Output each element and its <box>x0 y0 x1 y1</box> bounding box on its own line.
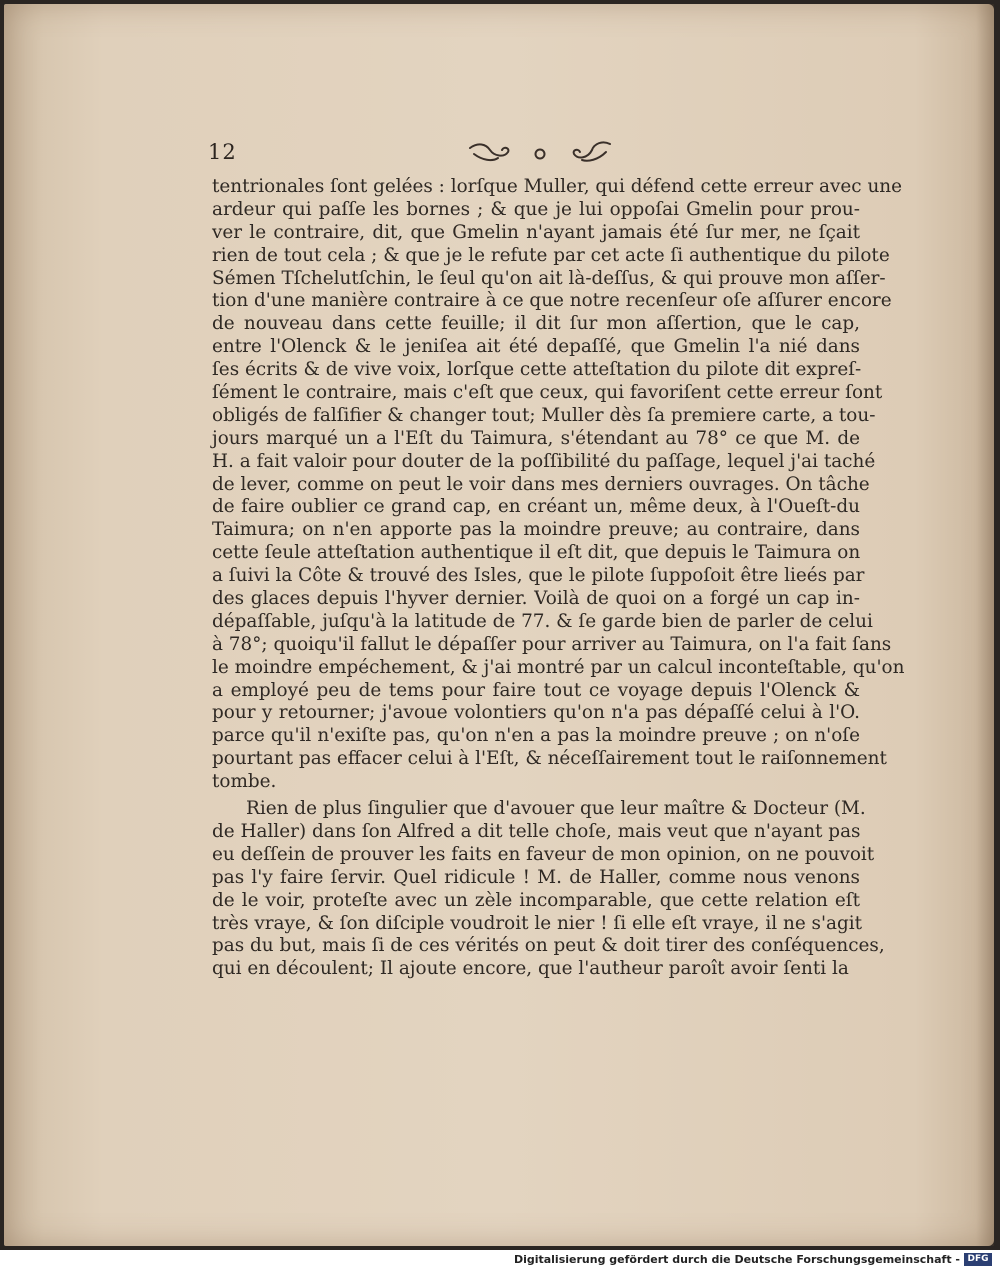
text-line: pas l'y faire ſervir. Quel ridicule ! M. de Haller, comme nous venons <box>212 866 860 888</box>
text-line: eu deſſein de prouver les faits en faveur de mon opinion, on ne pouvoit <box>212 843 875 865</box>
text-line: de nouveau dans cette feuille; il dit ſur mon aſſertion, que le cap, <box>212 313 860 335</box>
paragraph-1 <box>212 176 905 794</box>
text-line: tombe. <box>212 771 277 793</box>
text-line: dépaſſable, juſqu'à la latitude de 77. & ſe garde bien de parler de celui <box>212 610 873 632</box>
text-line: ardeur qui paſſe les bornes ; & que je lui oppoſai Gmelin pour prou- <box>212 198 860 220</box>
text-line: à 78°; quoiqu'il fallut le dépaſſer pour arriver au Taimura, on l'a fait ſans <box>212 633 892 655</box>
text-line: de le voir, proteſte avec un zèle incomparable, que cette relation eſt <box>212 889 860 911</box>
text-line: ſes écrits & de vive voix, lorſque cette atteſtation du pilote dit expreſ- <box>212 359 862 381</box>
text-line: pour y retourner; j'avoue volontiers qu'on n'a pas dépaſſé celui à l'O. <box>212 702 860 724</box>
text-line: cette ſeule atteſtation authentique il eſt dit, que depuis le Taimura on <box>212 542 861 564</box>
text-line: ver le contraire, dit, que Gmelin n'ayant jamais été ſur mer, ne ſçait <box>212 221 860 243</box>
text-line: ſément le contraire, mais c'eſt que ceux, qui favoriſent cette erreur ſont <box>212 382 883 404</box>
footer-bar <box>0 1250 1000 1270</box>
text-line: Taimura; on n'en apporte pas la moindre preuve; au contraire, dans <box>212 519 860 541</box>
text-line: pas du but, mais ſi de ces vérités on peut & doit tirer des conſéquences, <box>212 935 885 957</box>
text-line: de faire oublier ce grand cap, en créant un, même deux, à l'Oueſt-du <box>212 496 860 518</box>
text-line: tentrionales ſont gelées : lorſque Muller, qui défend cette erreur avec une <box>212 176 903 197</box>
decorative-ornament-icon <box>460 138 620 168</box>
text-line: des glaces depuis l'hyver dernier. Voilà de quoi on a forgé un cap in- <box>212 588 860 610</box>
dfg-logo: DFG <box>964 1253 992 1266</box>
text-line: parce qu'il n'exiſte pas, qu'on n'en a pas la moindre preuve ; on n'oſe <box>212 725 860 747</box>
text-line: a employé peu de tems pour faire tout ce voyage depuis l'Olenck & <box>212 679 860 701</box>
page-header <box>208 138 858 168</box>
text-line: le moindre empéchement, & j'ai montré par un calcul inconteſtable, qu'on <box>212 656 905 678</box>
text-line: jours marqué un a l'Eſt du Taimura, s'étendant au 78° ce que M. de <box>212 427 860 449</box>
text-line: de Haller) dans ſon Alfred a dit telle choſe, mais veut que n'ayant pas <box>212 820 861 842</box>
text-line: très vraye, & ſon diſciple voudroit le nier ! ſi elle eſt vraye, il ne s'agit <box>212 912 863 934</box>
text-line: Rien de plus ſingulier que d'avouer que leur maître & Docteur (M. <box>246 798 866 820</box>
text-line: tion d'une manière contraire à ce que notre recenſeur oſe aſſurer encore <box>212 290 892 312</box>
digitization-credit: Digitalisierung gefördert durch die Deutsche Forschungsgemeinschaft - <box>513 1253 960 1266</box>
page-number: 12 <box>208 140 237 164</box>
paragraph-2 <box>212 798 885 981</box>
text-line: de lever, comme on peut le voir dans mes derniers ouvrages. On tâche <box>212 473 870 495</box>
text-line: pourtant pas effacer celui à l'Eſt, & néceſſairement tout le raiſonnement <box>212 748 887 770</box>
text-line: qui en découlent; Il ajoute encore, que l'autheur paroît avoir ſenti la <box>212 958 849 980</box>
text-line: Sémen Tſchelutſchin, le ſeul qu'on ait là-deſſus, & qui prouve mon aſſer- <box>212 267 886 289</box>
body-text <box>212 176 905 981</box>
text-line: obligés de falſifier & changer tout; Muller dès ſa premiere carte, a tou- <box>212 404 876 426</box>
page-edge-shadow <box>976 4 994 1246</box>
text-line: rien de tout cela ; & que je le refute par cet acte ſi authentique du pilote <box>212 244 890 266</box>
text-line: a ſuivi la Côte & trouvé des Isles, que le pilote ſuppoſoit être lieés par <box>212 565 865 587</box>
text-line: H. a fait valoir pour douter de la poſſibilité du paſſage, lequel j'ai taché <box>212 450 876 472</box>
text-line: entre l'Olenck & le jeniſea ait été depaſſé, que Gmelin l'a nié dans <box>212 336 860 358</box>
